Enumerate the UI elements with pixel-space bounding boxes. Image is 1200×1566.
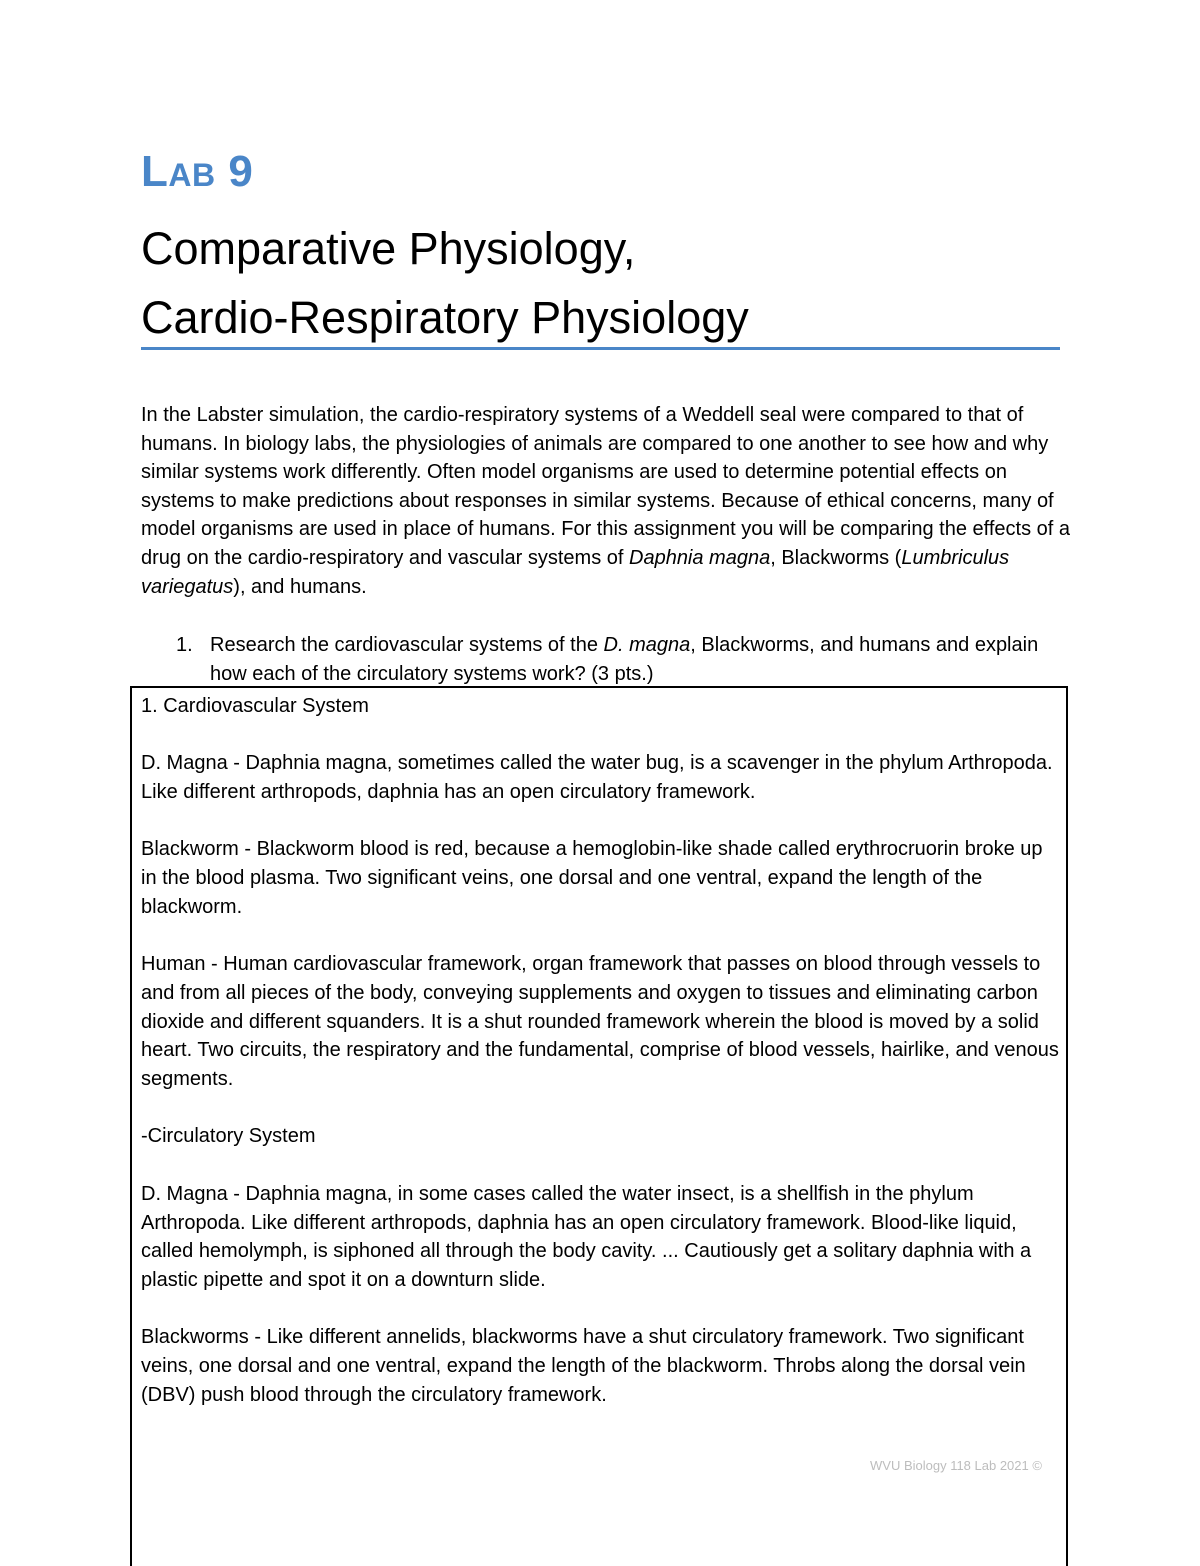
intro-paragraph xyxy=(141,401,1071,601)
page-footer: WVU Biology 118 Lab 2021 © xyxy=(870,1458,1042,1473)
question-text-2: , Blackworms, and humans and explain how each of the circulatory systems work? (3 pts.) xyxy=(210,634,1039,685)
lab-number-label xyxy=(141,147,254,196)
answer-heading-circulatory: -Circulatory System xyxy=(141,1125,316,1148)
intro-italic-1: Daphnia magna xyxy=(629,546,771,569)
lab-label-initial: L xyxy=(141,147,169,196)
answer-human-cardio: Human - Human cardiovascular framework, organ framework that passes on blood through vessels to and from all pieces of the body, conveying supplements and oxygen to tissues and eliminating carbon dioxide and different squanders. It is a shut rounded framework wherein the blood is moved by a solid heart. Two circuits, the respiratory and the fundamental, comprise of blood vessels, hairlike, and venous segments. xyxy=(141,953,1059,1091)
answer-blackworm-cardio: Blackworm - Blackworm blood is red, because a hemoglobin-like shade called erythrocruorin broke up in the blood plasma. Two significant veins, one dorsal and one ventral, expand the length of the blackworm. xyxy=(141,838,1043,918)
question-text xyxy=(210,631,1056,688)
page-title-line-2: Cardio-Respiratory Physiology xyxy=(141,292,749,343)
question-1 xyxy=(176,631,1056,688)
lab-label-rest: AB xyxy=(168,157,216,193)
answer-dmagna-circulatory: D. Magna - Daphnia magna, in some cases called the water insect, is a shellfish in the phylum Arthropoda. Like different arthropods, daphnia has an open circulatory framework. Blood-like liquid, called hemolymph, is siphoned all through the body cavity. ... Cautiously get a solitary daphnia with a plastic pipette and spot it on a downturn slide. xyxy=(141,1182,1032,1291)
answer-dmagna-cardio: D. Magna - Daphnia magna, sometimes called the water bug, is a scavenger in the phylum Arthropoda. Like different arthropods, daphnia has an open circulatory framework. xyxy=(141,752,1053,804)
title-divider xyxy=(141,347,1060,350)
answer-heading-cardiovascular: 1. Cardiovascular System xyxy=(141,695,369,717)
lab-label-number: 9 xyxy=(228,147,254,196)
intro-italic-2: Lumbriculus variegatus xyxy=(141,546,1010,598)
page-title-line-1: Comparative Physiology, xyxy=(141,223,636,274)
question-number: 1. xyxy=(176,634,193,656)
intro-text-3: ), and humans. xyxy=(233,575,367,598)
answer-blackworm-circulatory: Blackworms - Like different annelids, blackworms have a shut circulatory framework. Two significant veins, one dorsal and one ventral, expand the length of the blackworm. Throbs along the dorsal vein (DBV) push blood through the circulatory framework. xyxy=(141,1326,1026,1406)
answer-content xyxy=(141,692,1061,1438)
intro-text-2: , Blackworms ( xyxy=(770,546,902,569)
intro-text-1: In the Labster simulation, the cardio-respiratory systems of a Weddell seal were compared to that of humans. In biology labs, the physiologies of animals are compared to one another to see how and why similar systems work differently. Often model organisms are used to determine potential effects on systems to make predictions about responses in similar systems. Because of ethical concerns, many of model organisms are used in place of humans. For this assignment you will be comparing the effects of a drug on the cardio-respiratory and vascular systems of xyxy=(141,404,1070,569)
question-italic: D. magna xyxy=(603,634,691,656)
question-text-1: Research the cardiovascular systems of the xyxy=(210,634,604,656)
